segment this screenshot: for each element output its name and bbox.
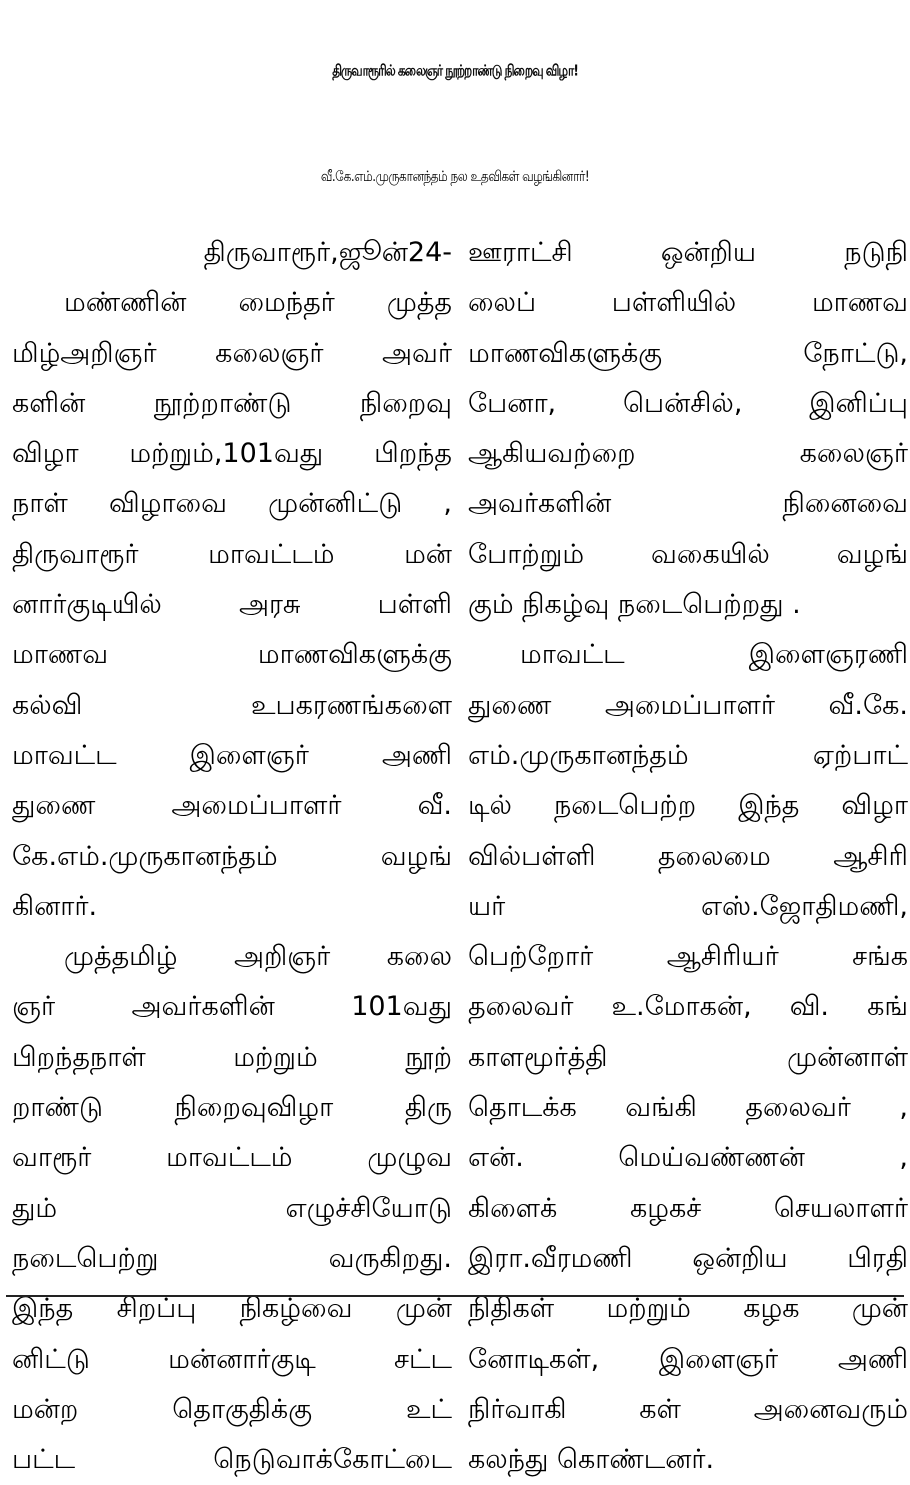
body-line: பேனா, பென்சில், இனிப்பு — [468, 387, 908, 419]
body-line: நாள் விழாவை முன்னிட்டு , — [12, 488, 452, 520]
body-line: மாவட்ட இளைஞரணி — [520, 639, 908, 671]
body-line: மண்ணின் மைந்தர் முத்த — [64, 287, 452, 319]
body-line: ஞர் அவர்களின் 101வது — [12, 991, 452, 1023]
body-line: விழா மற்றும்,101வது பிறந்த — [12, 438, 452, 470]
body-line: யர் எஸ்.ஜோதிமணி, — [468, 890, 908, 922]
body-line: தும் எழுச்சியோடு — [12, 1192, 452, 1224]
body-line: கினார். — [12, 890, 98, 922]
body-line: பட்ட நெடுவாக்கோட்டை — [12, 1444, 452, 1476]
body-line: காளமூர்த்தி முன்னாள் — [468, 1041, 908, 1073]
body-line: திருவாரூர் மாவட்டம் மன் — [12, 538, 452, 570]
body-line: போற்றும் வகையில் வழங் — [468, 538, 908, 570]
body-line: ஆகியவற்றை கலைஞர் — [468, 438, 908, 470]
body-line: வில்பள்ளி தலைமை ஆசிரி — [468, 840, 908, 872]
body-line: கலந்து கொண்டனர். — [468, 1444, 715, 1476]
subheadline: வீ.கே.எம்.முருகானந்தம் நல உதவிகள் வழங்கினார்! — [320, 167, 590, 185]
body-line: னிட்டு மன்னார்குடி சட்ட — [12, 1343, 452, 1375]
body-line: களின் நூற்றாண்டு நிறைவு — [12, 387, 452, 419]
headline: திருவாரூரில் கலைஞர் நூற்றாண்டு நிறைவு விழா! — [332, 61, 578, 79]
body-line: அவர்களின் நினைவை — [468, 488, 908, 520]
body-line: மிழ்அறிஞர் கலைஞர் அவர் — [12, 337, 452, 369]
body-line: நிதிகள் மற்றும் கழக முன் — [468, 1293, 908, 1325]
body-line: என். மெய்வண்ணன் , — [468, 1142, 908, 1174]
body-line: இரா.வீரமணி ஒன்றிய பிரதி — [468, 1242, 908, 1274]
body-line: எம்.முருகானந்தம் ஏற்பாட் — [468, 739, 908, 771]
body-line: இந்த சிறப்பு நிகழ்வை முன் — [12, 1293, 452, 1325]
body-line: றாண்டு நிறைவுவிழா திரு — [12, 1092, 452, 1124]
body-line: கல்வி உபகரணங்களை — [12, 689, 452, 721]
body-line: நடைபெற்று வருகிறது. — [12, 1242, 452, 1274]
body-line: கே.எம்.முருகானந்தம் வழங் — [12, 840, 452, 872]
body-line: மாவட்ட இளைஞர் அணி — [12, 739, 452, 771]
body-line: டில் நடைபெற்ற இந்த விழா — [468, 790, 908, 822]
body-line: நிர்வாகி கள் அனைவரும் — [468, 1393, 908, 1425]
body-line: லைப் பள்ளியில் மாணவ — [468, 287, 908, 319]
body-line: னோடிகள், இளைஞர் அணி — [468, 1343, 908, 1375]
body-line: கிளைக் கழகச் செயலாளர் — [468, 1192, 908, 1224]
body-line: வாரூர் மாவட்டம் முழுவ — [12, 1142, 452, 1174]
body-line: னார்குடியில் அரசு பள்ளி — [12, 589, 452, 621]
body-line: மாணவிகளுக்கு நோட்டு, — [468, 337, 908, 369]
body-line: துணை அமைப்பாளர் வீ.கே. — [468, 689, 908, 721]
body-line: பெற்றோர் ஆசிரியர் சங்க — [468, 941, 908, 973]
dateline: திருவாரூர்,ஜூன்24- — [203, 237, 452, 268]
bottom-rule — [6, 1295, 904, 1297]
body-line: மாணவ மாணவிகளுக்கு — [12, 639, 452, 671]
body-line: பிறந்தநாள் மற்றும் நூற் — [12, 1041, 452, 1073]
body-line: ஊராட்சி ஒன்றிய நடுநி — [468, 237, 908, 268]
body-line: தலைவர் உ.மோகன், வி. கங் — [468, 991, 908, 1023]
body-line: மன்ற தொகுதிக்கு உட் — [12, 1393, 452, 1425]
body-line: முத்தமிழ் அறிஞர் கலை — [64, 941, 452, 973]
body-line: கும் நிகழ்வு நடைபெற்றது . — [468, 589, 801, 621]
body-line: துணை அமைப்பாளர் வீ. — [12, 790, 452, 822]
body-line: தொடக்க வங்கி தலைவர் , — [468, 1092, 908, 1124]
